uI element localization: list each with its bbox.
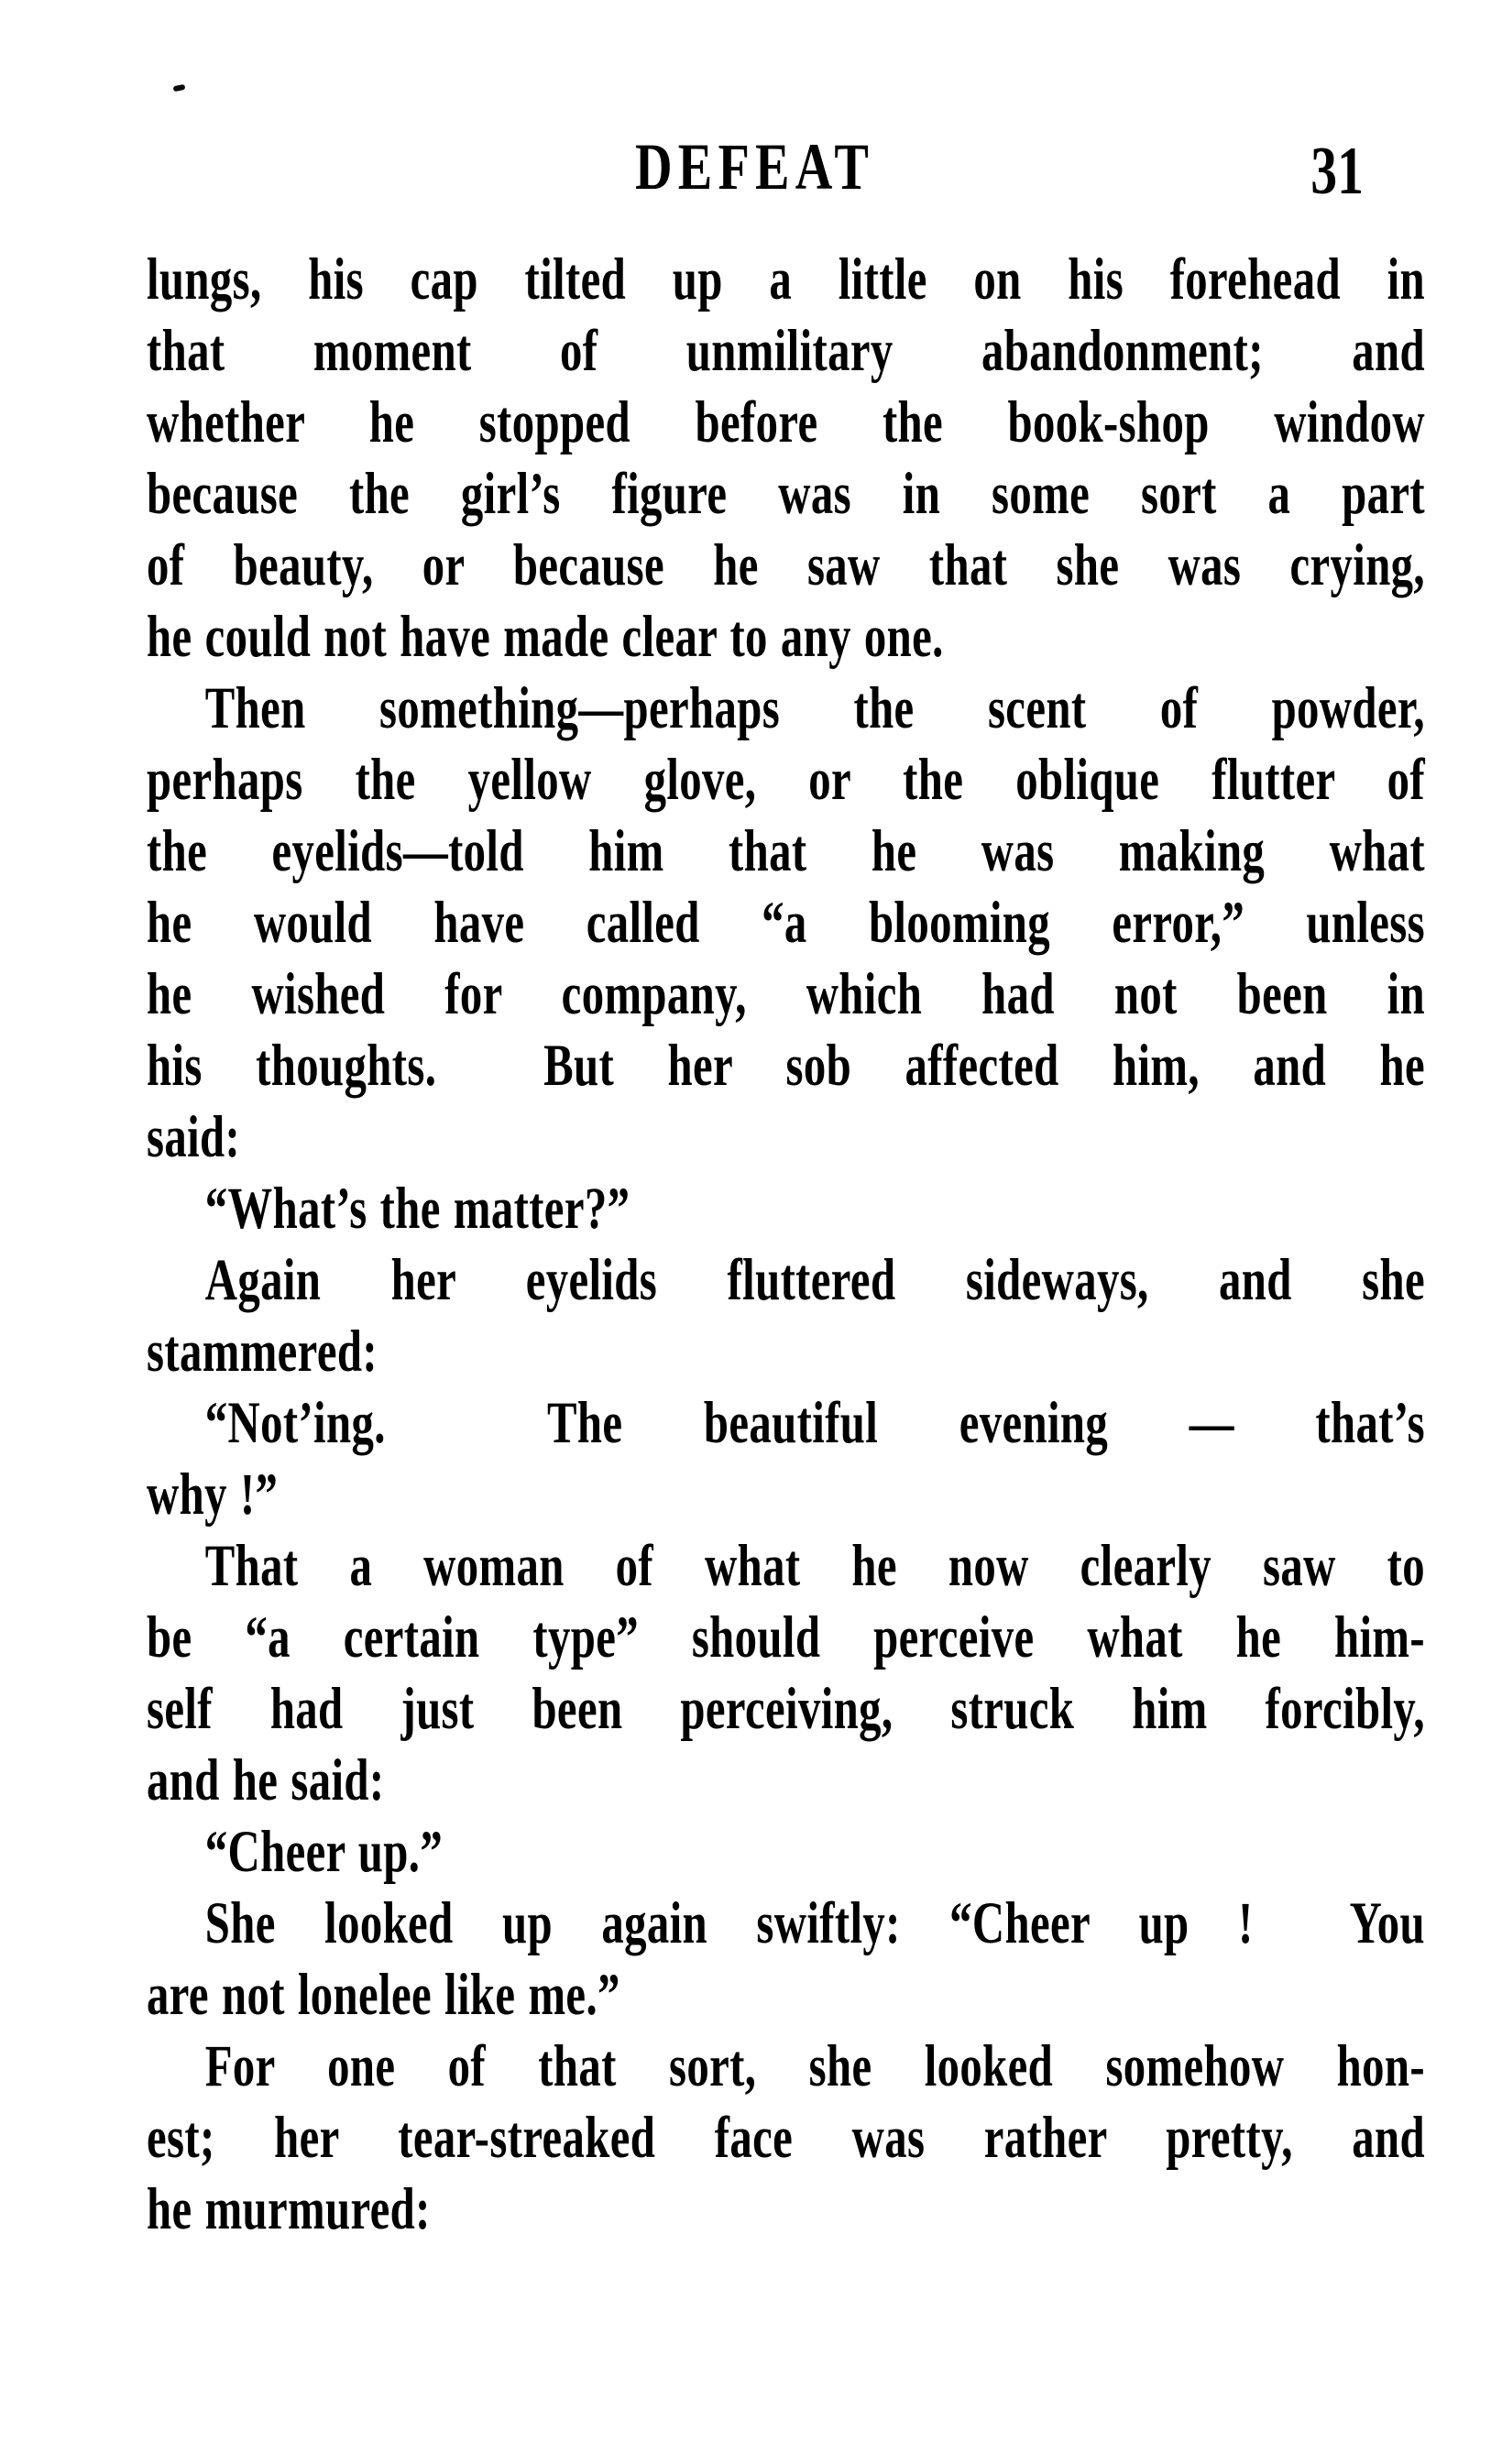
text-line: perhaps the yellow glove, or the oblique flutter of xyxy=(147,747,1425,813)
text-line: the eyelids—told him that he was making what xyxy=(147,818,1425,884)
text-line: he murmured: xyxy=(147,2176,431,2242)
text-line: are not lonelee like me.” xyxy=(147,1962,620,2028)
text-line: said: xyxy=(147,1104,241,1170)
page-number: 31 xyxy=(1310,134,1364,209)
body-text-block xyxy=(147,244,1425,2245)
running-head-title: DEFEAT xyxy=(635,130,875,203)
text-line: and he said: xyxy=(147,1747,385,1813)
stray-ink-mark xyxy=(173,84,186,93)
text-line: he would have called “a blooming error,” unless xyxy=(147,890,1425,956)
text-line: “What’s the matter?” xyxy=(204,1176,630,1242)
text-line: he wished for company, which had not been in xyxy=(147,961,1425,1027)
text-line: stammered: xyxy=(147,1319,378,1385)
text-line: lungs, his cap tilted up a little on his forehead in xyxy=(147,246,1425,312)
text-line: because the girl’s figure was in some sort a part xyxy=(147,461,1425,527)
text-line: That a woman of what he now clearly saw to xyxy=(204,1533,1425,1599)
text-line: that moment of unmilitary abandonment; and xyxy=(147,318,1425,384)
text-line: be “a certain type” should perceive what he him- xyxy=(147,1604,1425,1670)
text-line: self had just been perceiving, struck him forcibly, xyxy=(147,1676,1425,1742)
text-line: “Cheer up.” xyxy=(204,1819,444,1885)
text-line: whether he stopped before the book-shop window xyxy=(147,389,1425,455)
text-line: of beauty, or because he saw that she was crying, xyxy=(147,532,1425,598)
text-line: why !” xyxy=(147,1462,279,1528)
text-line: For one of that sort, she looked somehow hon- xyxy=(204,2033,1425,2099)
text-line: est; her tear-streaked face was rather pretty, and xyxy=(147,2105,1425,2171)
text-line: he could not have made clear to any one. xyxy=(147,604,944,670)
text-line: Then something—perhaps the scent of powder, xyxy=(204,675,1425,741)
text-line: “Not’ing. The beautiful evening — that’s xyxy=(204,1390,1425,1456)
text-line: She looked up again swiftly: “Cheer up ! You xyxy=(204,1890,1425,1956)
text-line: his thoughts. But her sob affected him, and he xyxy=(147,1033,1425,1099)
text-line: Again her eyelids fluttered sideways, and she xyxy=(204,1247,1425,1313)
